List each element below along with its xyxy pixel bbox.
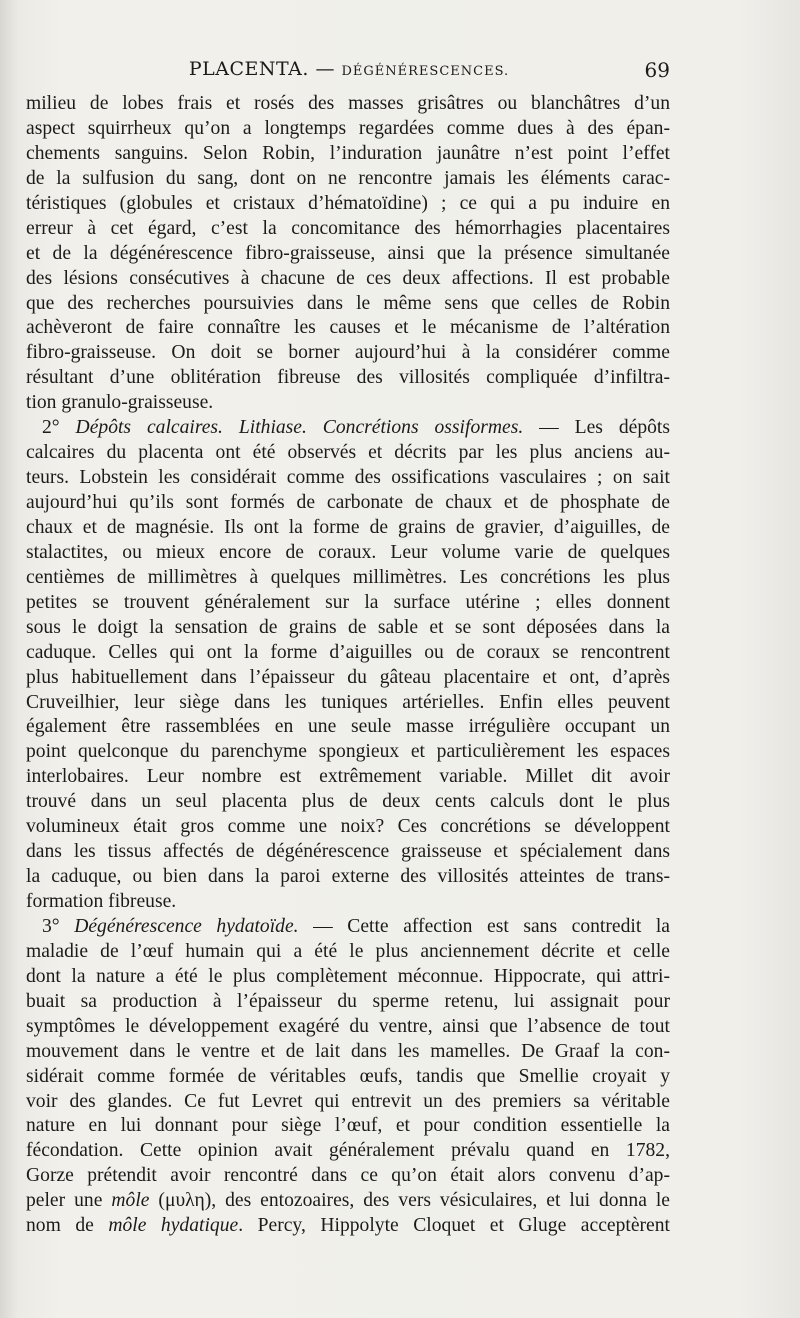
italic-term: môle hydatique [108,1215,239,1237]
section-number: 2° [42,417,76,439]
text-line [26,666,670,691]
text-line [26,316,670,341]
running-title [28,58,670,80]
line-text: que des recherches poursuivies dans le même sens que celles de Robin [26,292,670,314]
text-line [26,217,670,242]
text-line [26,790,670,815]
text-line [26,616,670,641]
line-text: plus habituellement dans l’épaisseur du gâteau placentaire et ont, d’après [26,666,670,688]
line-text: mouvement dans le ventre et de lait dans les mamelles. De Graaf la con- [26,1040,670,1062]
line-text: achèveront de faire connaître les causes et le mécanisme de l’altération [26,317,670,339]
line-text: — Les dépôts [539,417,670,439]
line-text: calcaires du placenta ont été observés et décrits par les plus anciens au- [26,442,670,464]
text-line [26,990,670,1015]
text-line [26,1114,670,1139]
text-line [26,167,670,192]
text-line [26,441,670,466]
page-number: 69 [644,58,670,82]
text-line [26,491,670,516]
line-text: peler une [26,1190,112,1212]
line-text: milieu de lobes frais et rosés des masses grisâtres ou blanchâtres d’un [26,93,670,114]
text-line [26,192,670,217]
running-header [28,58,670,88]
text-line [26,865,670,890]
text-line [26,715,670,740]
line-text: petites se trouvent généralement sur la surface utérine ; elles donnent [26,591,670,613]
text-line [26,466,670,491]
text-line [26,541,670,566]
text-line [26,1189,670,1214]
line-text: sidérait comme formée de véritables œufs, tandis que Smellie croyait y [26,1065,670,1087]
line-text: teurs. Lobstein les considérait comme des ossifications vasculaires ; on sait [26,467,670,489]
line-text: des lésions consécutives à chacune de ces deux affections. Il est probable [26,267,670,289]
text-line [26,1164,670,1189]
line-text: buait sa production à l’épaisseur du sperme retenu, lui assignait pour [26,990,670,1012]
line-text: voir des glandes. Ce fut Levret qui entrevit un des premiers sa véritable [26,1090,670,1112]
running-title-sub: DÉGÉNÉRESCENCES. [341,64,510,79]
line-text: également être rassemblées en une seule masse irrégulière occupant un [26,716,670,738]
line-text: résultant d’une oblitération fibreuse des villosités compliquée d’infiltra- [26,367,670,389]
text-line [26,1214,670,1239]
text-line [26,391,670,416]
text-line [26,940,670,965]
line-text: . Percy, Hippolyte Cloquet et Gluge acceptèrent [238,1215,670,1237]
section-title: Dépôts calcaires. Lithiase. Concrétions ossiformes. [75,417,540,439]
text-line [26,1139,670,1164]
text-line [26,1040,670,1065]
section-heading-line [26,915,670,940]
text-line [26,815,670,840]
line-text: et de la dégénérescence fibro-graisseuse, ainsi que la présence simultanée [26,242,670,264]
text-line [26,1065,670,1090]
line-text: interlobaires. Leur nombre est extrêmement variable. Millet dit avoir [26,766,670,788]
text-line [26,566,670,591]
line-text: maladie de l’œuf humain qui a été le plus anciennement décrite et celle [26,940,670,962]
text-line [26,1015,670,1040]
italic-term: môle [111,1190,150,1212]
line-text: aspect squirrheux qu’on a longtemps regardées comme dues à des épan- [26,117,670,139]
text-line [26,142,670,167]
section-title: Dégénérescence hydatoïde. [74,915,314,937]
line-text: aujourd’hui qu’ils sont formés de carbonate de chaux et de phosphate de [26,492,670,513]
text-line [26,765,670,790]
line-text: caduque. Celles qui ont la forme d’aiguilles ou de coraux se rencontrent [26,641,670,663]
line-text: nom de [26,1215,109,1237]
text-line [26,292,670,317]
line-text: trouvé dans un seul placenta plus de deux cents calculs dont le plus [26,791,670,813]
text-line [26,1090,670,1115]
text-line [26,242,670,267]
line-text: fibro-graisseuse. On doit se borner aujourd’hui à la considérer comme [26,342,670,364]
text-line [26,965,670,990]
line-text: dont la nature a été le plus complètement méconnue. Hippocrate, qui attri- [26,965,670,987]
line-text: chaux et de magnésie. Ils ont la forme de grains de gravier, d’aiguilles, de [26,516,670,538]
running-title-main: PLACENTA. [188,58,309,80]
text-line [26,641,670,666]
line-text: Gorze prétendit avoir rencontré dans ce qu’on était alors convenu d’ap- [26,1165,670,1187]
text-line [26,591,670,616]
text-line [26,92,670,117]
line-text: formation fibreuse. [26,891,177,912]
line-text: point quelconque du parenchyme spongieux et particulièrement les espaces [26,741,670,763]
text-line [26,691,670,716]
text-line [26,366,670,391]
line-text: symptômes le développement exagéré du ventre, ainsi que l’absence de tout [26,1015,670,1037]
line-text: fécondation. Cette opinion avait généralement prévalu quand en 1782, [26,1140,670,1162]
line-text: stalactites, ou mieux encore de coraux. Leur volume varie de quelques [26,541,670,563]
body-text [26,92,670,1239]
line-text: dans les tissus affectés de dégénérescence graisseuse et spécialement dans [26,841,670,863]
line-text: volumineux était gros comme une noix? Ces concrétions se développent [26,816,670,838]
line-text: chements sanguins. Selon Robin, l’induration jaunâtre n’est point l’effet [26,142,670,164]
text-line [26,516,670,541]
text-line [26,341,670,366]
section-heading-line [26,416,670,441]
line-text: téristiques (globules et cristaux d’hématoïdine) ; ce qui a pu induire en [26,192,670,214]
line-text: — Cette affection est sans contredit la [313,915,670,937]
line-text: centièmes de millimètres à quelques millimètres. Les concrétions les plus [26,566,670,588]
line-text: nature en lui donnant pour siège l’œuf, et pour condition essentielle la [26,1115,670,1137]
running-title-dash: — [315,58,335,80]
text-line [26,117,670,142]
line-text: sous le doigt la sensation de grains de sable et se sont déposées dans la [26,616,670,638]
line-text: Cruveilhier, leur siège dans les tuniques artérielles. Enfin elles peuvent [26,691,670,713]
line-text: erreur à cet égard, c’est la concomitance des hémorrhagies placentaires [26,217,670,239]
line-text: la caduque, ou bien dans la paroi externe des villosités atteintes de trans- [26,866,670,888]
text-line [26,267,670,292]
text-line [26,740,670,765]
line-text: de la sulfusion du sang, dont on ne rencontre jamais les éléments carac- [26,167,670,189]
section-number: 3° [42,915,75,937]
text-line [26,890,670,915]
line-text: tion granulo-graisseuse. [26,392,214,414]
text-line [26,840,670,865]
line-text: (μυλη), des entozoaires, des vers vésiculaires, et lui donna le [149,1190,670,1212]
